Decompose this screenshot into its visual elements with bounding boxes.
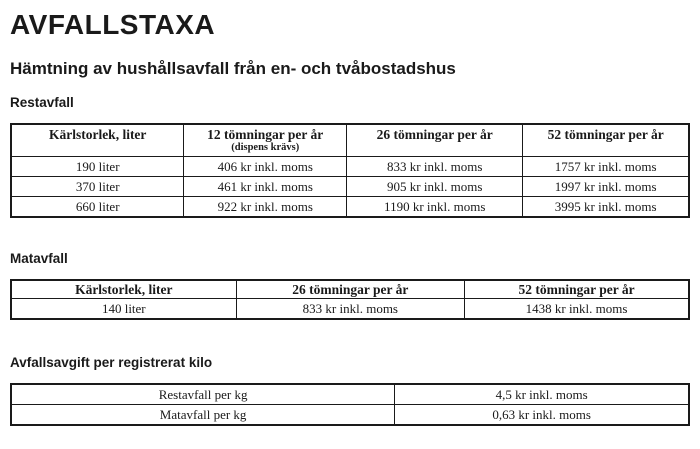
cell-price: 4,5 kr inkl. moms: [395, 384, 689, 405]
cell-price: 3995 kr inkl. moms: [523, 197, 689, 218]
cell-size: 370 liter: [11, 177, 184, 197]
cell-price: 0,63 kr inkl. moms: [395, 405, 689, 426]
cell-price: 1190 kr inkl. moms: [347, 197, 523, 218]
column-header-12-tomningar-label: 12 tömningar per år: [207, 127, 324, 142]
cell-price: 922 kr inkl. moms: [184, 197, 347, 218]
column-header-karlstorlek: Kärlstorlek, liter: [11, 280, 236, 299]
cell-price: 1438 kr inkl. moms: [465, 299, 689, 320]
cell-price: 833 kr inkl. moms: [347, 157, 523, 177]
cell-size: 660 liter: [11, 197, 184, 218]
table-row: [11, 384, 689, 405]
table-row: [11, 177, 689, 197]
column-header-12-tomningar: [184, 124, 347, 157]
cell-size: 140 liter: [11, 299, 236, 320]
column-header-karlstorlek: Kärlstorlek, liter: [11, 124, 184, 157]
column-header-52-tomningar: 52 tömningar per år: [523, 124, 689, 157]
section-heading-kilo: Avfallsavgift per registrerat kilo: [10, 355, 213, 370]
cell-waste-type: Matavfall per kg: [11, 405, 395, 426]
table-row: [11, 405, 689, 426]
page-subtitle: Hämtning av hushållsavfall från en- och tvåbostadshus: [10, 59, 456, 78]
cell-price: 905 kr inkl. moms: [347, 177, 523, 197]
cell-price: 1757 kr inkl. moms: [523, 157, 689, 177]
column-header-26-tomningar: 26 tömningar per år: [347, 124, 523, 157]
table-row: [11, 157, 689, 177]
section-heading-matavfall: Matavfall: [10, 251, 68, 266]
table-row: [11, 299, 689, 320]
dispens-note: (dispens krävs): [231, 142, 300, 153]
table-row: [11, 197, 689, 218]
cell-price: 833 kr inkl. moms: [236, 299, 464, 320]
cell-price: 461 kr inkl. moms: [184, 177, 347, 197]
section-heading-restavfall: Restavfall: [10, 95, 74, 110]
table-header-row: [11, 124, 689, 157]
cell-size: 190 liter: [11, 157, 184, 177]
cell-waste-type: Restavfall per kg: [11, 384, 395, 405]
kilo-price-table: [10, 383, 690, 426]
restavfall-price-table: [10, 123, 690, 218]
page-title: AVFALLSTAXA: [10, 9, 216, 40]
column-header-52-tomningar: 52 tömningar per år: [465, 280, 689, 299]
cell-price: 1997 kr inkl. moms: [523, 177, 689, 197]
column-header-26-tomningar: 26 tömningar per år: [236, 280, 464, 299]
cell-price: 406 kr inkl. moms: [184, 157, 347, 177]
table-header-row: [11, 280, 689, 299]
matavfall-price-table: [10, 279, 690, 320]
